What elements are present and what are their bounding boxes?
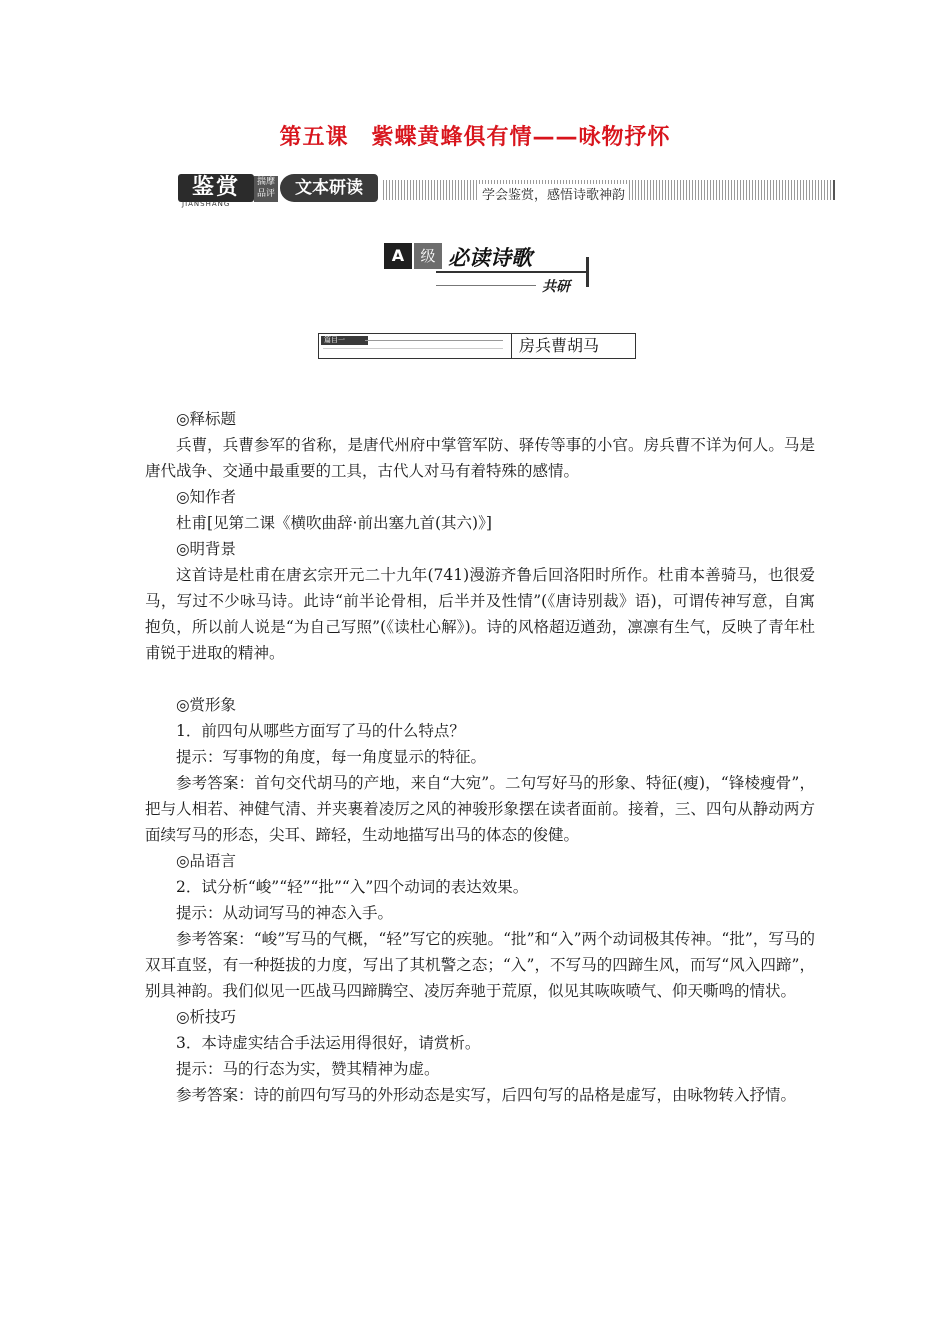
- banner-subtitle: 学会鉴赏，感悟诗歌神韵: [478, 184, 629, 203]
- level-rule: [436, 271, 588, 273]
- level-badge: [384, 243, 596, 295]
- section-heading: ◎析技巧: [176, 1008, 237, 1026]
- paragraph: 杜甫[见第二课《横吹曲辞·前出塞九首(其六)》]: [176, 514, 492, 532]
- hint: 提示：马的行态为实，赞其精神为虚。: [176, 1060, 440, 1078]
- section-heading: ◎释标题: [176, 410, 237, 428]
- main-content: [145, 406, 815, 1108]
- piece-tag-cell: [319, 334, 512, 358]
- banner-pinyin: JIANSHANG: [182, 200, 231, 208]
- question: 2．试分析“峻”“轻”“批”“入”四个动词的表达效果。: [176, 878, 529, 896]
- banner-section-label: 文本研读: [280, 174, 378, 202]
- lesson-title: 第五课 紫蝶黄蜂俱有情——咏物抒怀: [279, 125, 671, 150]
- level-rule-lower: [436, 285, 536, 286]
- level-letter: A: [384, 243, 412, 269]
- appreciation-banner: [168, 172, 836, 208]
- hint: 提示：写事物的角度，每一角度显示的特征。: [176, 748, 487, 766]
- poem-title: 房兵曹胡马: [519, 336, 600, 355]
- answer: 参考答案：“峻”写马的气概，“轻”写它的疾驰。“批”和“入”两个动词极其传神。“批”，写马的双耳直竖，有一种挺拔的力度，写出了其机警之态；“入”，不写马的四蹄生风，而写“风入四蹄”，别具神韵。我们似见一匹战马四蹄腾空、凌厉奔驰于荒原，似见其咴咴喷气、仰天嘶鸣的情状。: [145, 930, 815, 1000]
- paragraph: 这首诗是杜甫在唐玄宗开元二十九年(741)漫游齐鲁后回洛阳时所作。杜甫本善骑马，也很爱马，写过不少咏马诗。此诗“前半论骨相，后半并及性情”(《唐诗别裁》语)，可谓传神写意，自寓抱负，所以前人说是“为自己写照”(《读杜心解》)。诗的风格超迈遒劲，凛凛有生气，反映了青年杜甫锐于进取的精神。: [145, 566, 815, 662]
- level-ji: 级: [414, 243, 442, 269]
- section-heading: ◎赏形象: [176, 696, 237, 714]
- answer: 参考答案：首句交代胡马的产地，来自“大宛”。二句写好马的形象、特征(瘦)，“锋棱瘦骨”，把与人相若、神健气清、并夹裹着凌厉之风的神骏形象摆在读者面前。接着，三、四句从静动两方面续写马的形态，尖耳、蹄轻，生动地描写出马的体态的俊健。: [145, 774, 815, 844]
- section-heading: ◎明背景: [176, 540, 237, 558]
- section-heading: ◎知作者: [176, 488, 237, 506]
- level-name: 必读诗歌: [448, 246, 532, 270]
- answer: 参考答案：诗的前四句写马的外形动态是实写，后四句写的品格是虚写，由咏物转入抒情。: [176, 1086, 797, 1104]
- piece-tag-line-lower: [323, 348, 503, 349]
- level-sub: 共研: [542, 279, 570, 295]
- level-rule-vertical: [586, 257, 589, 287]
- question: 3．本诗虚实结合手法运用得很好，请赏析。: [176, 1034, 481, 1052]
- hint: 提示：从动词写马的神态入手。: [176, 904, 394, 922]
- piece-tag-line: [365, 340, 503, 341]
- piece-title-box: [318, 333, 636, 359]
- banner-main-label: 鉴赏: [178, 174, 254, 202]
- paragraph: 兵曹，兵曹参军的省称，是唐代州府中掌管军防、驿传等事的小官。房兵曹不详为何人。马是唐代战争、交通中最重要的工具，古代人对马有着特殊的感情。: [145, 436, 815, 480]
- piece-tag: 篇目一: [321, 336, 368, 345]
- question: 1．前四句从哪些方面写了马的什么特点？: [176, 722, 465, 740]
- section-heading: ◎品语言: [176, 852, 237, 870]
- banner-small-label: 揣摩品评: [254, 176, 278, 202]
